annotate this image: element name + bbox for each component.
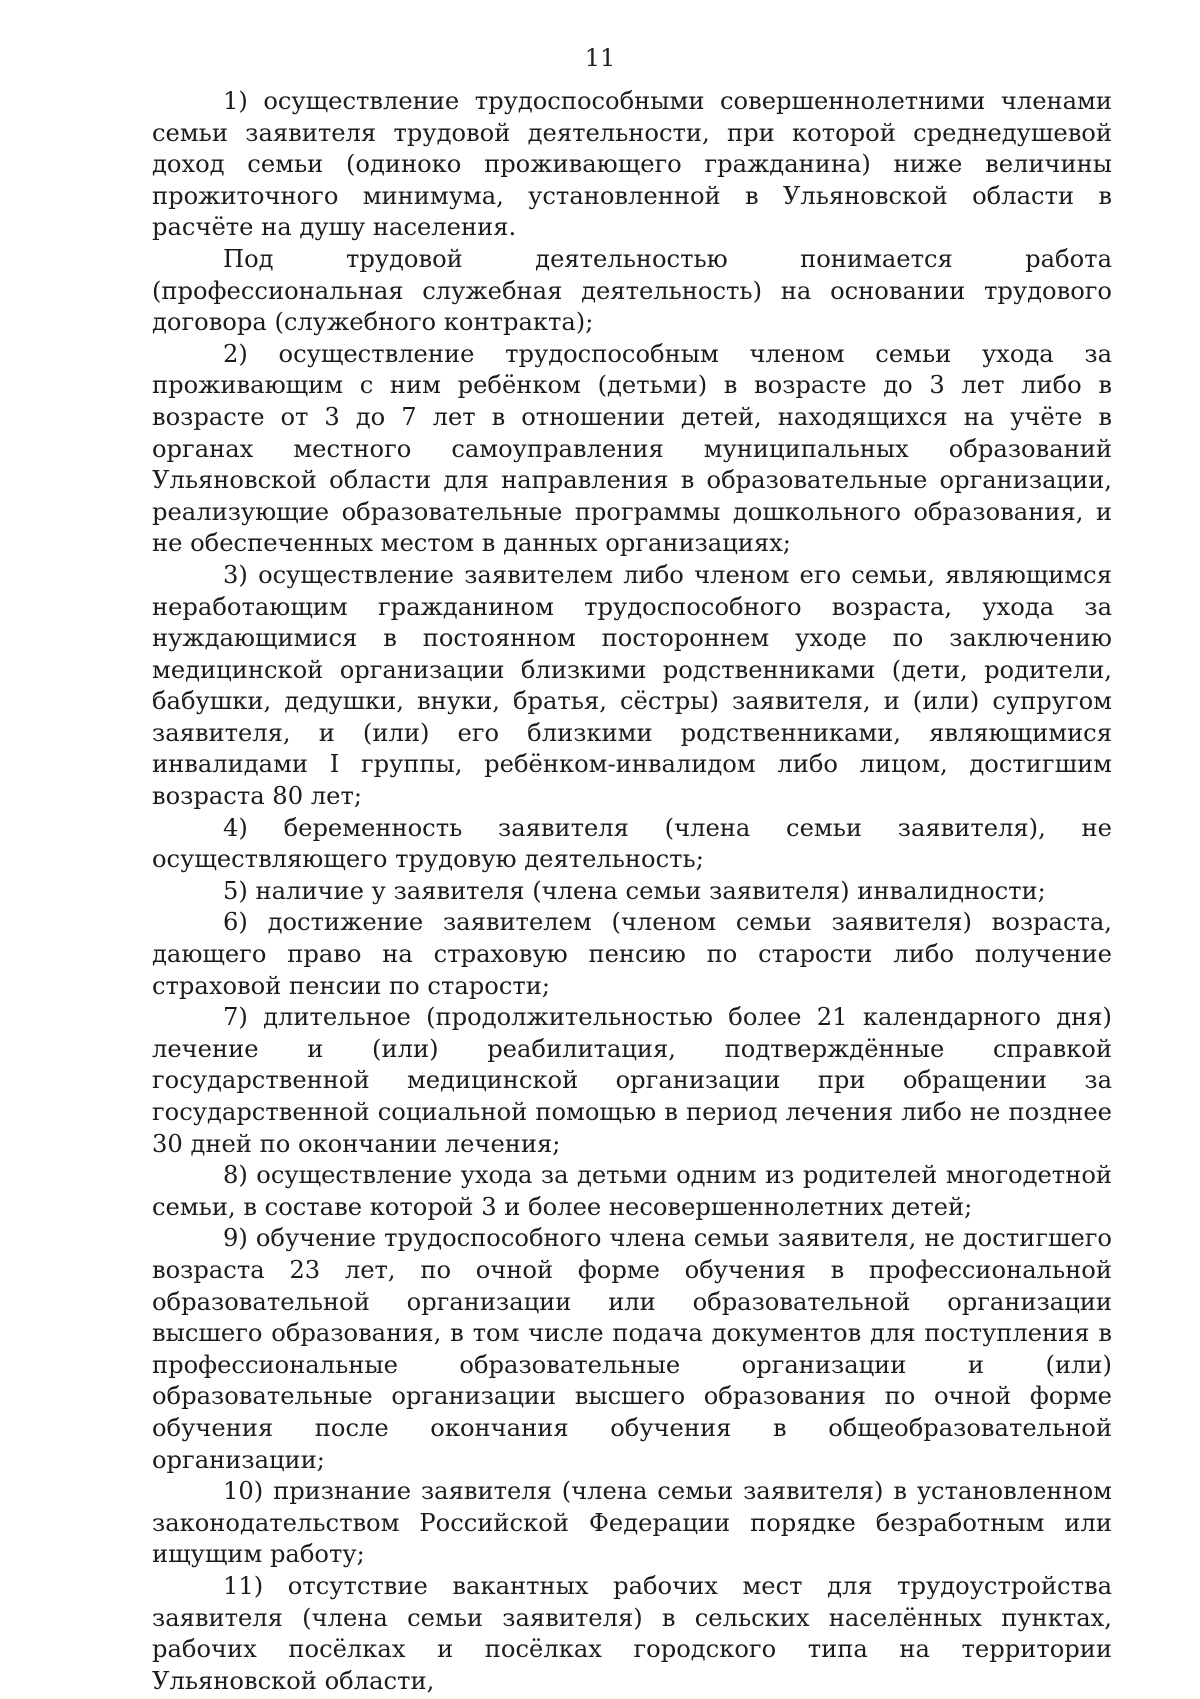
paragraph-item-1: 1) осуществление трудоспособными совершеннолетними членами семьи заявителя трудовой деятельности, при которой среднедушевой доход семьи (одиноко проживающего гражданина) ниже величины прожиточного минимума, установленной в Ульяновской области в расчёте на душу населения. <box>152 87 1112 242</box>
paragraph-item-3: 3) осуществление заявителем либо членом его семьи, являющимся неработающим гражданином трудоспособного возраста, ухода за нуждающимися в постоянном постороннем уходе по заключению медицинской организации близкими родственниками (дети, родители, бабушки, дедушки, внуки, братья, сёстры) заявителя, и (или) супругом заявителя, и (или) его близкими родственниками, являющимися инвалидами I группы, ребёнком-инвалидом либо лицом, достигшим возраста 80 лет; <box>152 560 1112 811</box>
paragraph-item-10: 10) признание заявителя (члена семьи заявителя) в установленном законодательством Российской Федерации порядке безработным или ищущим работу; <box>152 1477 1112 1569</box>
paragraph-item-6: 6) достижение заявителем (членом семьи заявителя) возраста, дающего право на страховую пенсию по старости либо получение страховой пенсии по старости; <box>152 908 1112 1000</box>
page-number: 11 <box>584 44 616 72</box>
document-body <box>152 86 1112 1697</box>
paragraph-item-4: 4) беременность заявителя (члена семьи заявителя), не осуществляющего трудовую деятельность; <box>152 813 1112 874</box>
paragraph-item-9: 9) обучение трудоспособного члена семьи заявителя, не достигшего возраста 23 лет, по очной форме обучения в профессиональной образовательной организации или образовательной организации высшего образования, в том числе подача документов для поступления в профессиональные образовательные организации и (или) образовательные организации высшего образования по очной форме обучения после окончания обучения в общеобразовательной организации; <box>152 1224 1112 1474</box>
paragraph-item-2: 2) осуществление трудоспособным членом семьи ухода за проживающим с ним ребёнком (детьми) в возрасте до 3 лет либо в возрасте от 3 до 7 лет в отношении детей, находящихся на учёте в органах местного самоуправления муниципальных образований Ульяновской области для направления в образовательные организации, реализующие образовательные программы дошкольного образования, и не обеспеченных местом в данных организациях; <box>152 339 1112 558</box>
paragraph-item-5: 5) наличие у заявителя (члена семьи заявителя) инвалидности; <box>223 876 1046 905</box>
paragraph-item-7: 7) длительное (продолжительностью более 21 календарного дня) лечение и (или) реабилитация, подтверждённые справкой государственной медицинской организации при обращении за государственной социальной помощью в период лечения либо не позднее 30 дней по окончании лечения; <box>152 1003 1112 1158</box>
paragraph-item-11: 11) отсутствие вакантных рабочих мест для трудоустройства заявителя (члена семьи заявителя) в сельских населённых пунктах, рабочих посёлках и посёлках городского типа на территории Ульяновской области, <box>152 1571 1112 1695</box>
paragraph-item-8: 8) осуществление ухода за детьми одним из родителей многодетной семьи, в составе которой 3 и более несовершеннолетних детей; <box>152 1161 1112 1221</box>
paragraph-work-definition: Под трудовой деятельностью понимается работа (профессиональная служебная деятельность) на основании трудового договора (служебного контракта); <box>152 244 1112 337</box>
